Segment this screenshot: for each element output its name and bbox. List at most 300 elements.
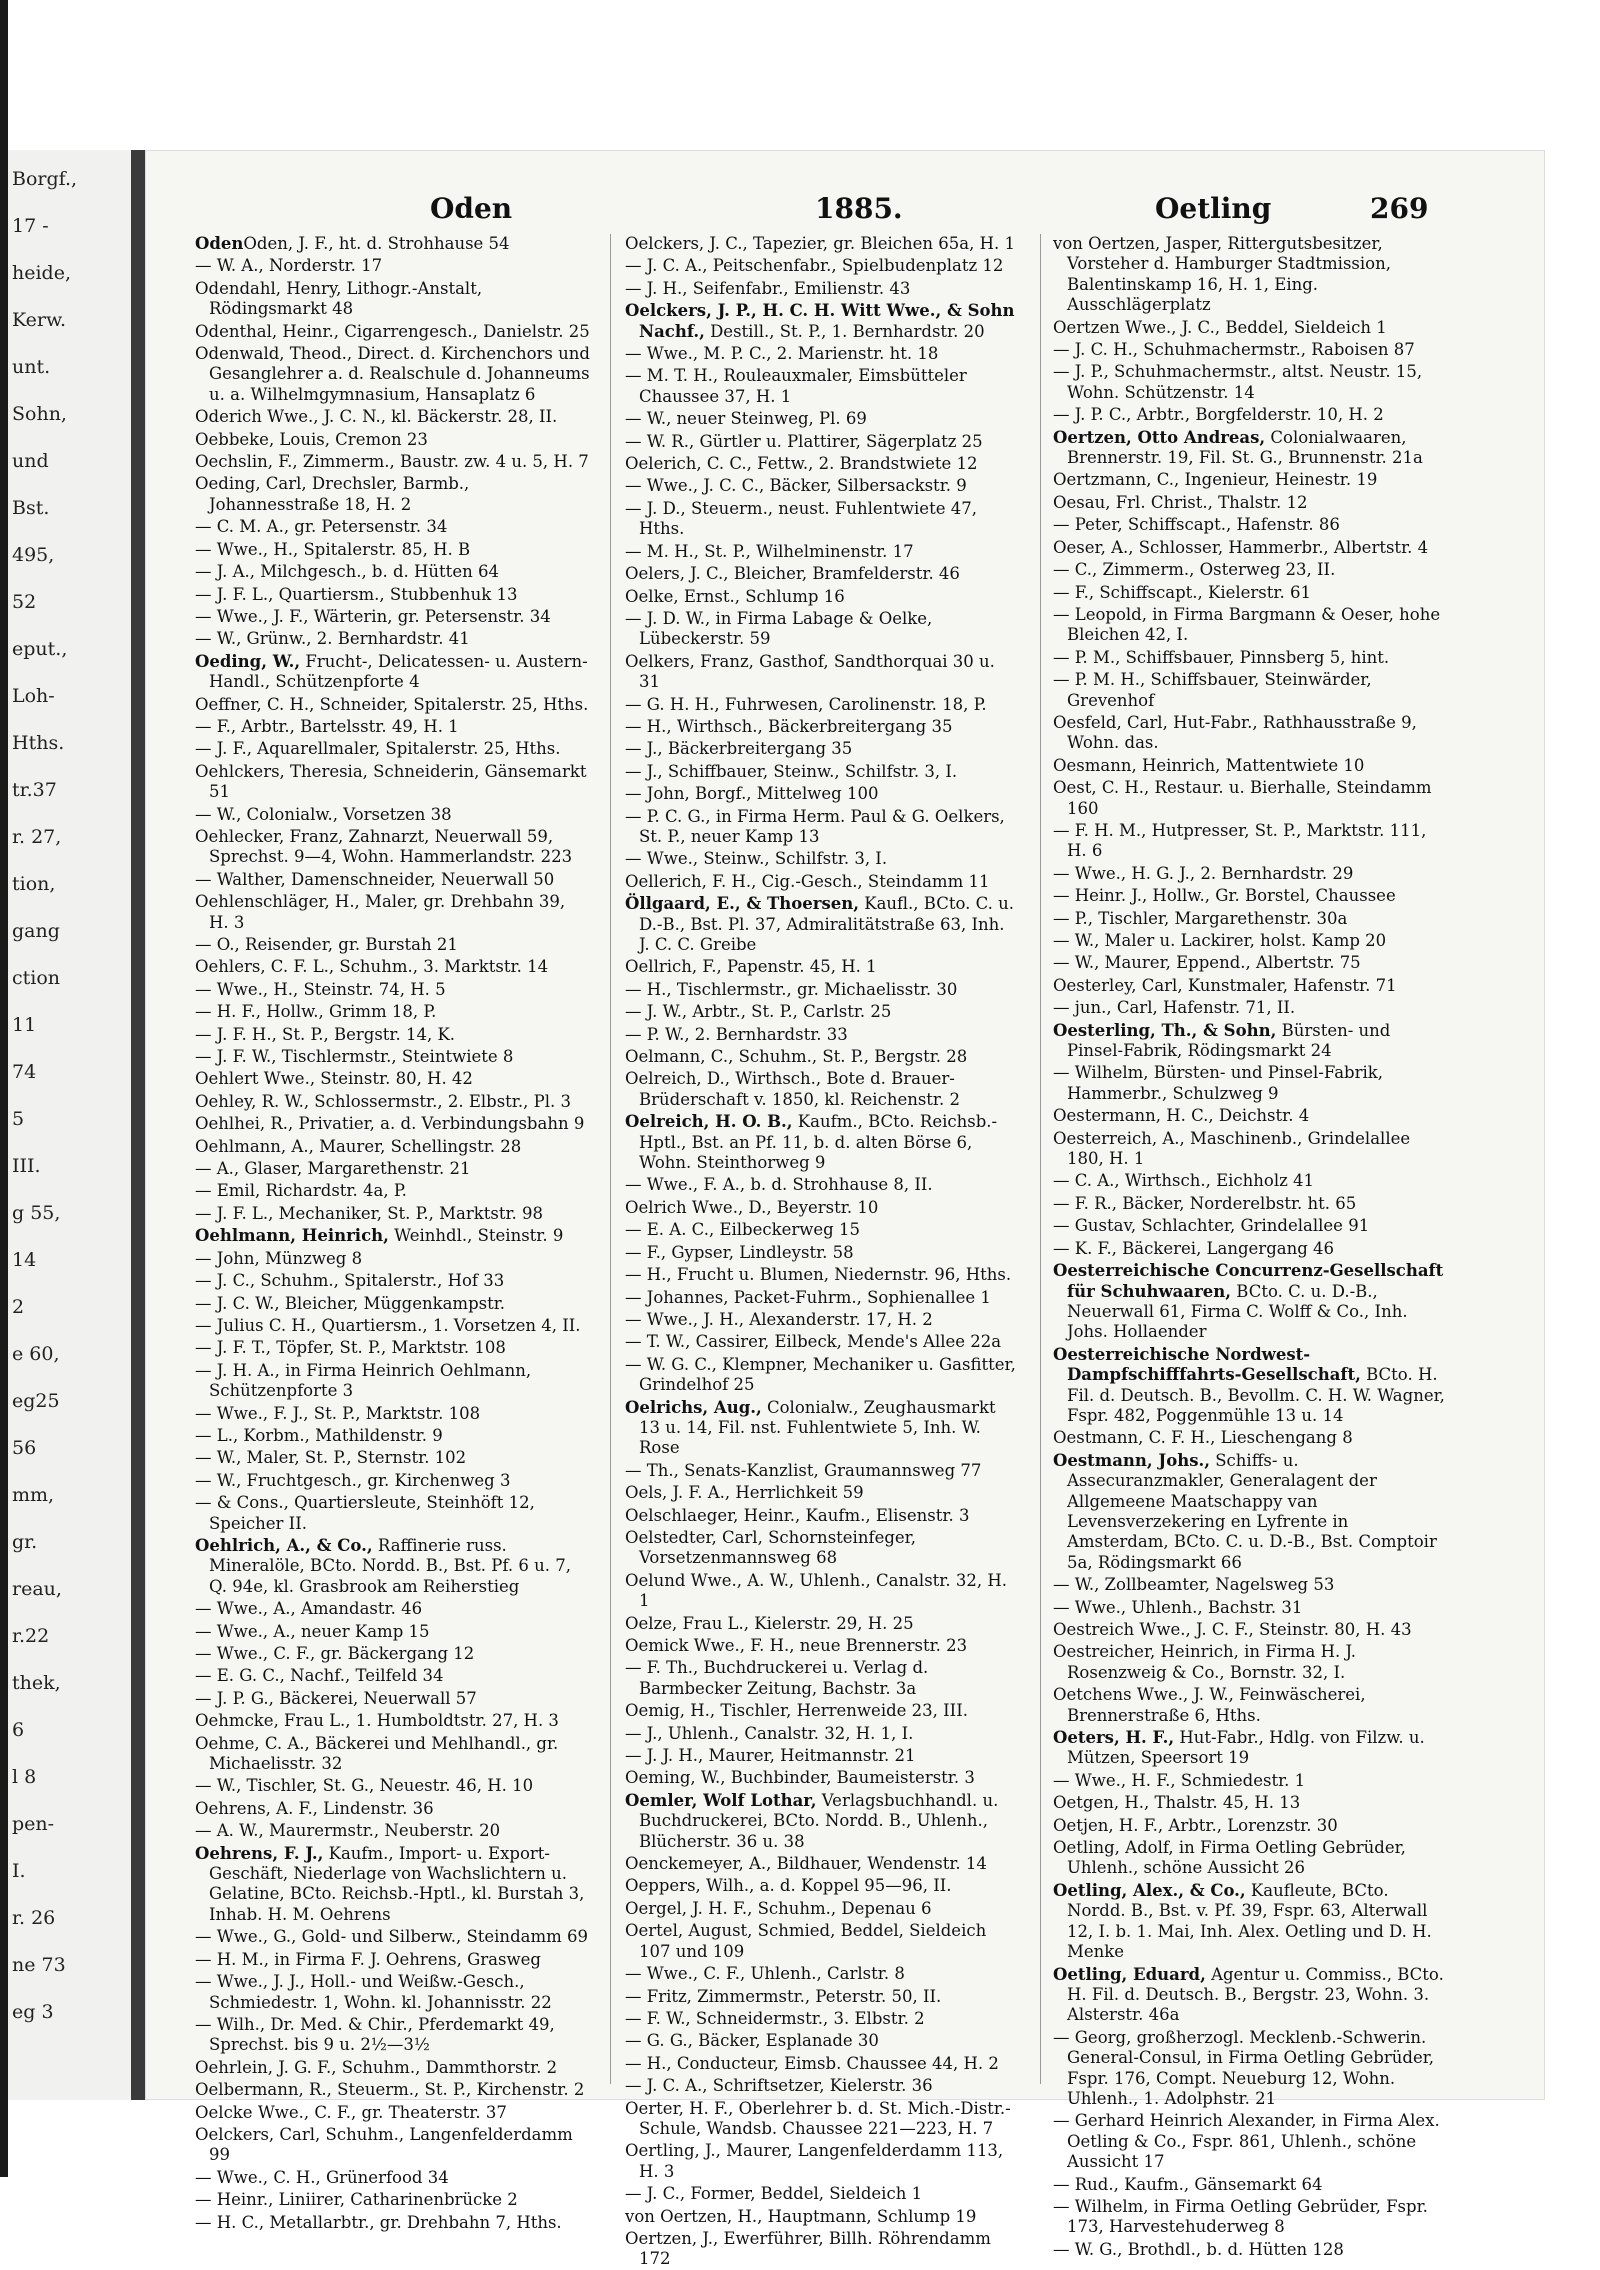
entry-text: Oetgen, H., Thalstr. 45, H. 13: [1053, 1793, 1301, 1813]
entry-text: Oehley, R. W., Schlossermstr., 2. Elbstr., Pl. 3: [195, 1091, 571, 1111]
directory-entry: [1053, 515, 1448, 535]
entry-text: Oertel, August, Schmied, Beddel, Sieldeich 107 und 109: [625, 1921, 987, 1961]
directory-entry: [1053, 1728, 1448, 1769]
entry-text: — Peter, Schiffscapt., Hafenstr. 86: [1053, 515, 1340, 535]
directory-entry: [1053, 778, 1448, 819]
directory-entry: [625, 1876, 1020, 1896]
entry-text: — J. P. C., Arbtr., Borgfelderstr. 10, H. 2: [1053, 405, 1384, 425]
previous-page-fragment: ne 73: [12, 1954, 66, 1976]
entry-text: — P. C. G., in Firma Herm. Paul & G. Oelkers, St. P., neuer Kamp 13: [625, 806, 1005, 846]
entry-text: Oehlenschläger, H., Maler, gr. Drehbahn 39, H. 3: [195, 892, 566, 932]
entry-text: — H., Wirthsch., Bäckerbreitergang 35: [625, 716, 953, 736]
directory-entry: [195, 652, 590, 693]
entry-text: — C., Zimmerm., Osterweg 23, II.: [1053, 560, 1336, 580]
previous-page-edge: [8, 150, 131, 2100]
directory-entry: [625, 476, 1020, 496]
directory-entry: [195, 2080, 590, 2100]
previous-page-fragment: 17 -: [12, 215, 49, 237]
directory-entry: [1053, 1171, 1448, 1191]
entry-text: — Th., Senats-Kanzlist, Graumannsweg 77: [625, 1460, 982, 1480]
entry-text: — C. A., Wirthsch., Eichholz 41: [1053, 1171, 1315, 1191]
entry-text: — Wwe., F. A., b. d. Strohhause 8, II.: [625, 1175, 933, 1195]
entry-text: Oebbeke, Louis, Cremon 23: [195, 429, 428, 449]
entry-text: — Wwe., G., Gold- und Silberw., Steindamm 69: [195, 1927, 588, 1947]
entry-text: — Wilhelm, in Firma Oetling Gebrüder, Fspr. 173, Harvestehuderweg 8: [1053, 2196, 1428, 2237]
entry-text: Oergel, J. H. F., Schuhm., Depenau 6: [625, 1898, 932, 1918]
entry-firm-name: Oeters, H. F.,: [1053, 1728, 1175, 1748]
directory-entry: [195, 1448, 590, 1468]
entry-text: — H. F., Hollw., Grimm 18, P.: [195, 1002, 437, 1022]
directory-entry: [1053, 605, 1448, 646]
directory-entry: [1053, 405, 1448, 425]
directory-entry: [625, 2031, 1020, 2051]
directory-entry: [1053, 1261, 1448, 1343]
entry-text: — Rud., Kaufm., Gänsemarkt 64: [1053, 2174, 1323, 2194]
directory-entry: [195, 1776, 590, 1796]
directory-entry: [195, 1294, 590, 1314]
entry-text: — J. F. T., Töpfer, St. P., Marktstr. 108: [195, 1338, 506, 1358]
directory-entry: [625, 1921, 1020, 1962]
entry-text: — & Cons., Quartiersleute, Steinhöft 12, Speicher II.: [195, 1493, 535, 1533]
previous-page-fragment: Loh-: [12, 685, 55, 707]
entry-text: — C. M. A., gr. Petersenstr. 34: [195, 517, 448, 537]
directory-entry: [195, 2125, 590, 2166]
directory-entry: [195, 1271, 590, 1291]
entry-text: Oelmann, C., Schuhm., St. P., Bergstr. 28: [625, 1047, 968, 1067]
directory-entry: [1053, 1838, 1448, 1879]
directory-entry: [1053, 1771, 1448, 1791]
entry-text: — J. F. L., Mechaniker, St. P., Marktstr. 98: [195, 1203, 544, 1223]
entry-text: — J. P. G., Bäckerei, Neuerwall 57: [195, 1688, 477, 1708]
entry-text: Oestreich Wwe., J. C. F., Steinstr. 80, H. 43: [1053, 1620, 1412, 1639]
directory-entry: [195, 540, 590, 560]
entry-text: — A., Glaser, Margarethenstr. 21: [195, 1159, 471, 1179]
directory-entry: [625, 2054, 1020, 2074]
directory-entry: [1053, 234, 1448, 316]
previous-page-fragment: Sohn,: [12, 403, 67, 425]
entry-text: — M. T. H., Rouleauxmaler, Eimsbütteler Chaussee 37, H. 1: [625, 366, 967, 406]
directory-entry: [195, 1927, 590, 1947]
directory-entry: [625, 894, 1020, 955]
previous-page-fragment: eg25: [12, 1390, 60, 1412]
directory-entry: [625, 1746, 1020, 1766]
entry-text: — Wilh., Dr. Med. & Chir., Pferdemarkt 49, Sprechst. bis 9 u. 2½—3½: [195, 2014, 555, 2055]
directory-entry: [625, 409, 1020, 429]
directory-entry: [1053, 998, 1448, 1018]
directory-entry: [625, 1506, 1020, 1526]
previous-page-fragment: g 55,: [12, 1202, 61, 1224]
entry-text: — W., Maler u. Lackirer, holst. Kamp 20: [1053, 931, 1387, 950]
directory-entry: [625, 2184, 1020, 2204]
directory-entry: [195, 1426, 590, 1446]
directory-entry: [1053, 909, 1448, 929]
previous-page-fragment: 52: [12, 591, 37, 613]
entry-text: — J. C. A., Peitschenfabr., Spielbudenplatz 12: [625, 256, 1004, 276]
entry-firm-name: Oden: [195, 234, 244, 253]
header-right-word: Oetling: [1155, 192, 1272, 225]
column-3: [1053, 234, 1448, 2259]
directory-entry: [1053, 1575, 1448, 1595]
directory-entry: [1053, 1239, 1448, 1259]
entry-text: Oetchens Wwe., J. W., Feinwäscherei, Brennerstraße 6, Hths.: [1053, 1685, 1366, 1725]
entry-text: Oestmann, C. F. H., Lieschengang 8: [1053, 1428, 1353, 1448]
entry-firm-name: Oesterling, Th., & Sohn,: [1053, 1020, 1277, 1040]
directory-entry: [195, 1644, 590, 1664]
entry-text: — John, Borgf., Mittelweg 100: [625, 784, 879, 804]
previous-page-fragment: reau,: [12, 1578, 62, 1600]
entry-text: Oden, J. F., ht. d. Strohhause 54: [243, 234, 510, 253]
directory-entry: [195, 562, 590, 582]
entry-text: Oertzmann, C., Ingenieur, Heinestr. 19: [1053, 470, 1378, 490]
previous-page-fragment: eput.,: [12, 638, 68, 660]
previous-page-fragment: 56: [12, 1437, 37, 1459]
directory-entry: [625, 1854, 1020, 1874]
entry-text: Agentur u. Commiss., BCto. H. Fil. d. Deutsch. B., Bergstr. 23, Wohn. 3. Alsterstr. 46a: [1067, 1964, 1444, 2025]
entry-text: Oelkers, Franz, Gasthof, Sandthorquai 30 u. 31: [625, 651, 995, 692]
entry-text: Oelers, J. C., Bleicher, Bramfelderstr. 46: [625, 564, 960, 584]
directory-entry: [195, 1338, 590, 1358]
entry-text: Oelke, Ernst., Schlump 16: [625, 586, 845, 606]
entry-text: — W. G. C., Klempner, Mechaniker u. Gasfitter, Grindelhof 25: [625, 1354, 1016, 1395]
entry-text: Oeffner, C. H., Schneider, Spitalerstr. 25, Hths.: [195, 694, 589, 714]
directory-entry: [1053, 560, 1448, 580]
directory-entry: [195, 344, 590, 405]
directory-entry: [195, 1622, 590, 1642]
directory-entry: [625, 1768, 1020, 1788]
directory-entry: [625, 1243, 1020, 1263]
entry-text: — H. M., in Firma F. J. Oehrens, Grasweg: [195, 1949, 541, 1969]
directory-entry: [625, 344, 1020, 364]
directory-entry: [1053, 1021, 1448, 1062]
directory-entry: [1053, 756, 1448, 776]
entry-text: — Wwe., A., neuer Kamp 15: [195, 1621, 430, 1641]
entry-text: Oetling, Adolf, in Firma Oetling Gebrüder, Uhlenh., schöne Aussicht 26: [1053, 1838, 1406, 1878]
directory-entry: [625, 1483, 1020, 1503]
previous-page-fragment: und: [12, 450, 49, 472]
previous-page-fragment: tr.37: [12, 779, 57, 801]
entry-text: — J. D. W., in Firma Labage & Oelke, Lübeckerstr. 59: [625, 608, 933, 649]
previous-page-fragment: 2: [12, 1296, 25, 1318]
directory-entry: [625, 1571, 1020, 1612]
entry-text: Oesau, Frl. Christ., Thalstr. 12: [1053, 492, 1308, 512]
directory-entry: [1053, 2240, 1448, 2260]
entry-text: — J. H., Seifenfabr., Emilienstr. 43: [625, 278, 911, 298]
directory-entry: [625, 1025, 1020, 1045]
entry-text: — H., Conducteur, Eimsb. Chaussee 44, H. 2: [625, 2053, 999, 2073]
previous-page-fragment: 6: [12, 1719, 25, 1741]
entry-text: — Wilhelm, Bürsten- und Pinsel-Fabrik, Hammerbr., Schulzweg 9: [1053, 1063, 1384, 1103]
column-rule: [1040, 234, 1041, 2084]
directory-entry: [195, 1226, 590, 1246]
entry-text: — J. W., Arbtr., St. P., Carlstr. 25: [625, 1002, 892, 1022]
entry-text: Oehlers, C. F. L., Schuhm., 3. Marktstr. 14: [195, 957, 549, 977]
entry-text: — P. M. H., Schiffsbauer, Steinwärder, Grevenhof: [1053, 670, 1372, 710]
entry-text: Oderich Wwe., J. C. N., kl. Bäckerstr. 28, II.: [195, 407, 558, 427]
entry-text: Oelze, Frau L., Kielerstr. 29, H. 25: [625, 1613, 914, 1633]
directory-entry: [195, 1599, 590, 1619]
directory-entry: [195, 1249, 590, 1269]
entry-text: Oelckers, Carl, Schuhm., Langenfelderdamm 99: [195, 2124, 573, 2165]
directory-entry: [625, 564, 1020, 584]
directory-entry: [625, 1198, 1020, 1218]
entry-text: — W., Fruchtgesch., gr. Kirchenweg 3: [195, 1470, 511, 1490]
column-2: [625, 234, 1020, 2269]
directory-entry: [1053, 670, 1448, 711]
previous-page-fragment: l 8: [12, 1766, 37, 1788]
entry-text: — F. H. M., Hutpresser, St. P., Marktstr. 111, H. 6: [1053, 820, 1427, 861]
entry-text: von Oertzen, Jasper, Rittergutsbesitzer, Vorsteher d. Hamburger Stadtmission, Balentinskamp 16, H. 1, Eing. Ausschlägerplatz: [1053, 234, 1391, 315]
directory-entry: [195, 474, 590, 515]
directory-entry: [1053, 953, 1448, 973]
directory-entry: [1053, 318, 1448, 338]
directory-entry: [195, 279, 590, 320]
entry-text: — Wwe., C. F., gr. Bäckergang 12: [195, 1644, 475, 1663]
directory-entry: [195, 1114, 590, 1134]
entry-text: Oelckers, J. C., Tapezier, gr. Bleichen 65a, H. 1: [625, 234, 1015, 253]
entry-text: — W., Maler, St. P., Sternstr. 102: [195, 1448, 467, 1468]
directory-entry: [195, 1361, 590, 1402]
directory-entry: [1053, 470, 1448, 490]
entry-text: — P. M., Schiffsbauer, Pinnsberg 5, hint.: [1053, 647, 1390, 667]
directory-entry: [625, 256, 1020, 276]
directory-entry: [1053, 1063, 1448, 1104]
directory-entry: [195, 695, 590, 715]
header-left-word: Oden: [430, 192, 513, 225]
directory-entry: [625, 1528, 1020, 1569]
directory-page: [145, 150, 1545, 2269]
directory-entry: [625, 872, 1020, 892]
entry-text: Oemick Wwe., F. H., neue Brennerstr. 23: [625, 1636, 968, 1655]
entry-text: — Wwe., J. J., Holl.- und Weißw.-Gesch., Schmiedestr. 1, Wohn. kl. Johannisstr. 22: [195, 1972, 552, 2012]
directory-entry: [195, 2103, 590, 2123]
directory-entry: [625, 739, 1020, 759]
entry-text: — Wwe., F. J., St. P., Marktstr. 108: [195, 1403, 481, 1423]
entry-text: Oelschlaeger, Heinr., Kaufm., Elisenstr. 3: [625, 1505, 970, 1525]
directory-entry: [195, 1536, 590, 1597]
entry-firm-name: Oesterreichische Nordwest-Dampfschifffahrts-Gesellschaft,: [1053, 1344, 1361, 1385]
entry-text: — Wwe., A., Amandastr. 46: [195, 1599, 423, 1619]
directory-entry: [1053, 864, 1448, 884]
entry-text: Kaufleute, BCto. Nordd. B., Bst. v. Pf. 39, Fspr. 63, Alterwall 12, I. b. 1. Mai, Inh. Alex. Oetling und D. H. Menke: [1067, 1880, 1432, 1962]
entry-firm-name: Öllgaard, E., & Thoersen,: [625, 894, 859, 914]
entry-text: Oesmann, Heinrich, Mattentwiete 10: [1053, 755, 1365, 775]
entry-text: — J. C. W., Bleicher, Müggenkampstr.: [195, 1293, 506, 1313]
entry-text: Oestermann, H. C., Deichstr. 4: [1053, 1106, 1310, 1126]
previous-page-fragment: r.22: [12, 1625, 50, 1647]
entry-text: Kaufm., BCto. Reichsb.-Hptl., Bst. an Pf. 11, b. d. alten Börse 6, Wohn. Steinthorweg 9: [639, 1112, 998, 1173]
previous-page-fragment: pen-: [12, 1813, 55, 1835]
entry-text: — Walther, Damenschneider, Neuerwall 50: [195, 869, 555, 889]
previous-page-fragment: 74: [12, 1061, 37, 1083]
directory-entry: [195, 256, 590, 276]
entry-text: Oelcke Wwe., C. F., gr. Theaterstr. 37: [195, 2102, 507, 2122]
entry-firm-name: Oehlrich, A., & Co.,: [195, 1535, 373, 1555]
entry-firm-name: Oetling, Alex., & Co.,: [1053, 1880, 1246, 1900]
entry-text: — P., Tischler, Margarethenstr. 30a: [1053, 908, 1348, 928]
previous-page-fragment: 14: [12, 1249, 37, 1271]
entry-firm-name: Oelrichs, Aug.,: [625, 1397, 762, 1417]
directory-entry: [195, 1069, 590, 1089]
entry-text: Oest, C. H., Restaur. u. Bierhalle, Steindamm 160: [1053, 778, 1432, 818]
previous-page-fragment: e 60,: [12, 1343, 60, 1365]
entry-text: — F. R., Bäcker, Norderelbstr. ht. 65: [1053, 1193, 1357, 1213]
directory-entry: [195, 1950, 590, 1970]
directory-entry: [625, 1658, 1020, 1699]
entry-text: BCto. H. Fil. d. Deutsch. B., Bevollm. C. H. W. Wagner, Fspr. 482, Poggenmühle 13 u. 14: [1067, 1365, 1445, 1425]
entry-text: — Leopold, in Firma Bargmann & Oeser, hohe Bleichen 42, I.: [1053, 604, 1441, 645]
directory-entry: [1053, 1194, 1448, 1214]
directory-entry: [625, 1724, 1020, 1744]
directory-entry: [195, 1204, 590, 1224]
directory-entry: [1053, 976, 1448, 996]
directory-entry: [195, 805, 590, 825]
entry-text: Oertzen Wwe., J. C., Beddel, Sieldeich 1: [1053, 317, 1387, 337]
entry-text: Oesterley, Carl, Kunstmaler, Hafenstr. 71: [1053, 975, 1397, 995]
directory-entry: [1053, 493, 1448, 513]
entry-text: Weinhdl., Steinstr. 9: [388, 1226, 564, 1246]
entry-text: — Emil, Richardstr. 4a, P.: [195, 1181, 407, 1201]
directory-entry: [1053, 1106, 1448, 1126]
directory-entry: [625, 542, 1020, 562]
entry-text: — E. A. C., Eilbeckerweg 15: [625, 1220, 860, 1240]
entry-text: Oehrlein, J. G. F., Schuhm., Dammthorstr. 2: [195, 2057, 558, 2077]
directory-entry: [195, 407, 590, 427]
directory-entry: [1053, 1685, 1448, 1726]
directory-entry: [625, 1791, 1020, 1852]
directory-entry: [1053, 931, 1448, 951]
entry-text: — H., Frucht u. Blumen, Niedernstr. 96, Hths.: [625, 1265, 1012, 1285]
entry-text: — Wwe., H. F., Schmiedestr. 1: [1053, 1770, 1306, 1790]
directory-entry: [1053, 1793, 1448, 1813]
page-number: 269: [1370, 192, 1429, 225]
directory-entry: [195, 957, 590, 977]
directory-entry: [1053, 2028, 1448, 2110]
entry-firm-name: Oeding, W.,: [195, 651, 301, 671]
directory-entry: [195, 935, 590, 955]
entry-text: — W. A., Norderstr. 17: [195, 256, 383, 276]
entry-text: — J. C., Former, Beddel, Sieldeich 1: [625, 2184, 923, 2204]
directory-entry: [625, 1175, 1020, 1195]
previous-page-fragment: gang: [12, 920, 60, 942]
directory-entry: [195, 2168, 590, 2188]
entry-text: Oertling, J., Maurer, Langenfelderdamm 113, H. 3: [625, 2141, 1004, 2181]
entry-text: — G. G., Bäcker, Esplanade 30: [625, 2031, 879, 2051]
directory-entry: [1053, 1881, 1448, 1963]
directory-entry: [625, 1310, 1020, 1330]
entry-text: Oelstedter, Carl, Schornsteinfeger, Vorsetzenmannsweg 68: [625, 1527, 916, 1568]
directory-entry: [195, 1844, 590, 1926]
book-spine: [131, 150, 145, 2100]
entry-text: Oelerich, C. C., Fettw., 2. Brandstwiete 12: [625, 454, 978, 474]
entry-text: — T. W., Cassirer, Eilbeck, Mende's Allee 22a: [625, 1332, 1002, 1352]
entry-text: Oellerich, F. H., Cig.-Gesch., Steindamm 11: [625, 871, 990, 891]
previous-page-fragment: r. 27,: [12, 826, 62, 848]
page-header: [145, 192, 1545, 226]
entry-firm-name: Oelreich, H. O. B.,: [625, 1112, 793, 1132]
entry-text: — W., Maurer, Eppend., Albertstr. 75: [1053, 953, 1361, 973]
entry-text: — G. H. H., Fuhrwesen, Carolinenstr. 18, P.: [625, 694, 987, 714]
directory-entry: [195, 629, 590, 649]
entry-text: — W., Tischler, St. G., Neuestr. 46, H. 10: [195, 1776, 534, 1796]
previous-page-fragment: Kerw.: [12, 309, 67, 331]
directory-entry: [1053, 428, 1448, 469]
entry-text: Oelreich, D., Wirthsch., Bote d. Brauer-Brüderschaft v. 1850, kl. Reichenstr. 2: [625, 1069, 960, 1109]
entry-text: — jun., Carl, Hafenstr. 71, II.: [1053, 998, 1296, 1018]
entry-text: — J. F. W., Tischlermstr., Steintwiete 8: [195, 1047, 514, 1067]
directory-entry: [1053, 1965, 1448, 2026]
entry-text: Oechslin, F., Zimmerm., Baustr. zw. 4 u. 5, H. 7: [195, 452, 589, 472]
directory-entry: [625, 2141, 1020, 2182]
entry-text: Oenckemeyer, A., Bildhauer, Wendenstr. 14: [625, 1854, 987, 1874]
entry-text: Oeming, W., Buchbinder, Baumeisterstr. 3: [625, 1768, 975, 1788]
directory-entry: [195, 452, 590, 472]
entry-text: — L., Korbm., Mathildenstr. 9: [195, 1425, 443, 1445]
directory-entry: [195, 892, 590, 933]
directory-entry: [625, 695, 1020, 715]
entry-text: — J. C. H., Schuhmachermstr., Raboisen 87: [1053, 340, 1415, 360]
entry-text: — O., Reisender, gr. Burstah 21: [195, 935, 458, 954]
directory-entry: [625, 807, 1020, 848]
directory-entry: [625, 499, 1020, 540]
directory-entry: [625, 717, 1020, 737]
entry-text: Oehlert Wwe., Steinstr. 80, H. 42: [195, 1069, 473, 1089]
directory-entry: [1053, 1345, 1448, 1427]
entry-text: Oehrens, A. F., Lindenstr. 36: [195, 1798, 434, 1818]
entry-text: Oehlhei, R., Privatier, a. d. Verbindungsbahn 9: [195, 1114, 585, 1134]
entry-text: — F. W., Schneidermstr., 3. Elbstr. 2: [625, 2008, 925, 2028]
entry-text: — Wwe., J. F., Wärterin, gr. Petersenstr. 34: [195, 606, 551, 626]
entry-text: Oelrich Wwe., D., Beyerstr. 10: [625, 1197, 879, 1217]
previous-page-fragment: heide,: [12, 262, 72, 284]
directory-entry: [625, 762, 1020, 782]
directory-entry: [195, 234, 590, 254]
directory-entry: [625, 1288, 1020, 1308]
entry-text: Oestreicher, Heinrich, in Firma H. J. Rosenzweig & Co., Bornstr. 32, I.: [1053, 1642, 1357, 1682]
entry-firm-name: Oertzen, Otto Andreas,: [1053, 427, 1266, 447]
entry-text: — Gerhard Heinrich Alexander, in Firma Alex. Oetling & Co., Fspr. 861, Uhlenh., schöne Aussicht 17: [1053, 2111, 1440, 2172]
directory-entry: [1053, 340, 1448, 360]
entry-text: — W., Grünw., 2. Bernhardstr. 41: [195, 629, 470, 649]
entry-text: — Fritz, Zimmermstr., Peterstr. 50, II.: [625, 1986, 942, 2006]
previous-page-fragment: tion,: [12, 873, 56, 895]
entry-text: Destill., St. P., 1. Bernhardstr. 20: [704, 321, 985, 341]
entry-text: — J. P., Schuhmachermstr., altst. Neustr. 15, Wohn. Schützenstr. 14: [1053, 362, 1423, 402]
previous-page-fragment: eg 3: [12, 2001, 54, 2023]
entry-text: — Wwe., H., Steinstr. 74, H. 5: [195, 979, 446, 999]
entry-text: — Wwe., C. H., Grünerfood 34: [195, 2167, 449, 2187]
directory-entry: [625, 784, 1020, 804]
directory-entry: [195, 827, 590, 868]
directory-entry: [1053, 1451, 1448, 1573]
directory-entry: [195, 739, 590, 759]
directory-entry: [1053, 1428, 1448, 1448]
directory-entry: [625, 1265, 1020, 1285]
directory-entry: [195, 1666, 590, 1686]
directory-entry: [195, 1047, 590, 1067]
directory-entry: [195, 1316, 590, 1336]
directory-entry: [625, 2099, 1020, 2140]
directory-entry: [625, 849, 1020, 869]
entry-text: Odenwald, Theod., Direct. d. Kirchenchors und Gesanglehrer a. d. Realschule d. Johanneums u. a. Wilhelmgymnasium, Hansaplatz 6: [195, 344, 590, 404]
directory-entry: [195, 1972, 590, 2013]
directory-entry: [195, 1137, 590, 1157]
entry-text: Oelbermann, R., Steuerm., St. P., Kirchenstr. 2: [195, 2080, 585, 2100]
directory-entry: [1053, 1620, 1448, 1640]
directory-entry: [195, 1799, 590, 1819]
directory-entry: [625, 1332, 1020, 1352]
directory-entry: [195, 762, 590, 803]
directory-entry: [1053, 1642, 1448, 1683]
